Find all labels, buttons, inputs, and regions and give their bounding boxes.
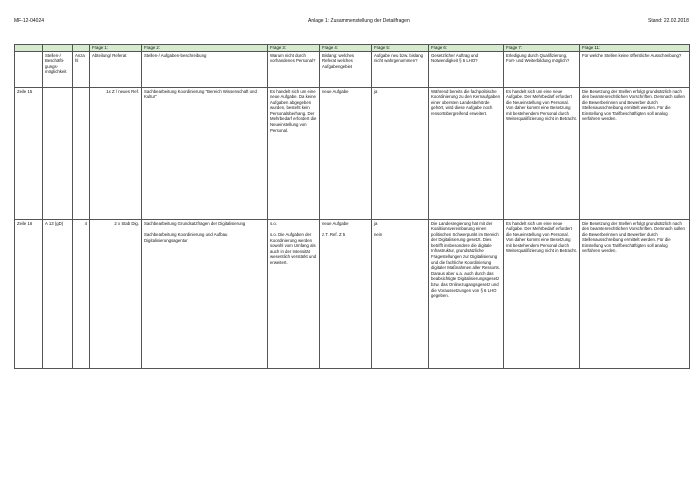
document-date: Stand: 22.02.2018 xyxy=(648,18,689,24)
cell-bislang: neue Aufgabe xyxy=(320,87,372,219)
column-header: Stellen-/ Beschäfti-gungs-möglichkeit xyxy=(43,51,73,87)
cell-ausschreibung: Die Besetzung der Stellen erfolgt grundsätzlich nach den beamtenrechtlichen Vorschriften. Demnach sollen die Bewerberinnen und Bewerber durch Stellenausschreibung ermittelt werden. Für die Einstellung von Tarifbeschäftigten soll analog verfahren werden. xyxy=(580,87,690,219)
column-header: Anzahl xyxy=(73,51,90,87)
cell-qualifizierung: Es handelt sich um eine neue Aufgabe. Der Mehrbedarf erfordert die Neueinstellung von Personal. Von daher kommt eine Besetzung mit bestehendem Personal durch Weiterqualifizierung nicht in Betracht. xyxy=(504,87,580,219)
column-header-blank xyxy=(15,51,43,87)
table-row xyxy=(15,87,690,219)
cell-stelle xyxy=(43,87,73,219)
column-header: Für welche Stellen keine öffentliche Ausschreibung? xyxy=(580,51,690,87)
cell-neu xyxy=(372,219,429,368)
cell-beschreibung xyxy=(142,219,268,368)
cell-anzahl xyxy=(73,87,90,219)
cell-gesetz: Während bereits die fachpolitische Koordinierung zu den Kernaufgaben einer obersten Landesbehörde gehört, wird diese Aufgabe noch ressortübergreifend erweitert. xyxy=(429,87,504,219)
question-cell: Frage 1: xyxy=(90,45,142,52)
table-row xyxy=(15,219,690,368)
warum-line-1: s.o. xyxy=(270,220,277,226)
bislang-line-1: neue Aufgabe xyxy=(322,220,349,226)
cell-ausschreibung: Die Besetzung der Stellen erfolgt grundsätzlich nach den beamtenrechtlichen Vorschriften. Demnach sollen die Bewerberinnen und Bewerber durch Stellenausschreibung ermittelt werden. Für die Einstellung von Tarifbeschäftigten soll analog verfahren werden. xyxy=(580,219,690,368)
row-label: Zeile 16 xyxy=(15,219,43,368)
question-cell: Frage 2: xyxy=(142,45,268,52)
cell-neu: ja xyxy=(372,87,429,219)
cell-stelle: A 13 (gD) xyxy=(43,219,73,368)
beschreibung-line-2: Sachbearbeitung Koordinierung und Aufbau Digitalisierungsagentur xyxy=(144,232,228,243)
question-cell-blank xyxy=(43,45,73,52)
document-title: Anlage 1: Zusammenstellung der Detailfragen xyxy=(308,18,410,24)
beschreibung-line-1: Sachbearbeitung Grundsatzfragen der Digitalisierung xyxy=(144,220,246,226)
warum-line-2: s.o. Die Aufgaben der Koordinierung werden sowohl vom Umfang als auch in der Intensität wesentlich verstärkt und erweitert. xyxy=(270,232,317,266)
question-cell: Frage 11: xyxy=(580,45,690,52)
row-label: Zeile 15 xyxy=(15,87,43,219)
cell-bislang xyxy=(320,219,372,368)
question-cell: Frage 5: xyxy=(372,45,429,52)
column-header: Erledigung durch Qualifizierung, Fort- und Weiterbildung möglich? xyxy=(504,51,580,87)
cell-warum xyxy=(268,219,320,368)
neu-line-1: ja xyxy=(374,220,378,226)
question-number-row xyxy=(15,45,690,52)
question-cell: Frage 4: xyxy=(320,45,372,52)
question-cell: Frage 6: xyxy=(429,45,504,52)
question-cell: Frage 7: xyxy=(504,45,580,52)
column-header: Bislang: welches Referat welches Aufgabengebiet xyxy=(320,51,372,87)
column-header: Abteilung/ Referat xyxy=(90,51,142,87)
column-header-row xyxy=(15,51,690,87)
question-cell-blank xyxy=(15,45,43,52)
cell-beschreibung: Sachbearbeitung Koordinierung "Bereich Wissenschaft und Kultur" xyxy=(142,87,268,219)
question-cell-blank xyxy=(73,45,90,52)
cell-anzahl: 4 xyxy=(73,219,90,368)
detail-questions-table xyxy=(14,44,690,369)
cell-gesetz: Die Landesregierung hat mit der Koalitionsvereinbarung einen politischen Schwerpunkt im Bereich der Digitalisierung gesetzt. Dies betrifft insbesondere die digitale Infrastruktur, grundsätzliche Fragestellungen zur Digitalisierung und die fachliche Koordinierung digitaler Maßnahmen aller Ressorts. Daraus aber u.a. auch durch das beabsichtigte Digitalisierungsgesetz bzw. das Onlinezugangsgesetz und die Voraussetzungen von § 6 LHO gegeben. xyxy=(429,219,504,368)
neu-line-2: nein xyxy=(374,232,383,238)
cell-qualifizierung: Es handelt sich um eine neue Aufgabe. Der Mehrbedarf erfordert die Neueinstellung von Personal. Von daher kommt eine Besetzung mit bestehendem Personal durch Weiterqualifizierung nicht in Betracht. xyxy=(504,219,580,368)
column-header: Gesetzlicher Auftrag und Notwendigkeit § 6 LHO? xyxy=(429,51,504,87)
cell-referat: 1x Z / neues Ref. xyxy=(90,87,142,219)
column-header: Aufgabe neu bzw. bislang nicht wahrgenommen? xyxy=(372,51,429,87)
cell-referat: 2 x Stab Dig. xyxy=(90,219,142,368)
cell-warum: Es handelt sich um eine neue Aufgabe. Da keine Aufgaben abgegeben wurden, besteht kein Personalüberhang. Der Mehrbedarf erfordert die Neueinstellung von Personal. xyxy=(268,87,320,219)
document-id: MF-12-04024 xyxy=(14,18,45,24)
question-cell: Frage 3: xyxy=(268,45,320,52)
bislang-line-2: z.T. Ref. Z 5 xyxy=(322,232,346,238)
column-header: Stellen-/ Aufgaben-beschreibung xyxy=(142,51,268,87)
column-header: Warum nicht durch vorhandenes Personal? xyxy=(268,51,320,87)
